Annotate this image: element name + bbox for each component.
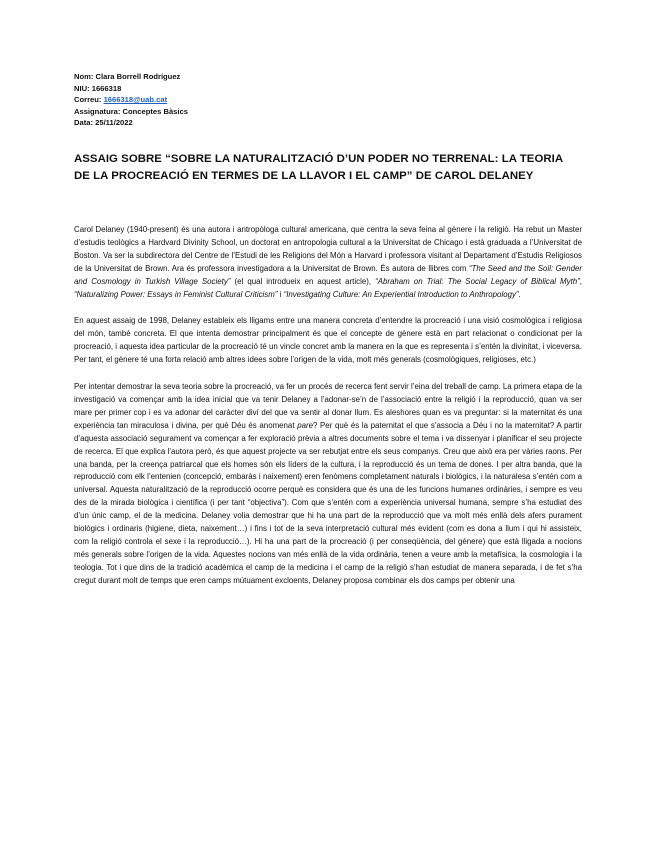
book-title: “Abraham on Trial: The Social Legacy of Biblical Myth” — [375, 276, 580, 286]
text-span: ? Per què és la paternitat el que s’associa a Déu i no la maternitat? A partir d’aquesta associació segurament va començar a fer exploració prèvia a altres documents sobre el tema i va dissenyar i planificar el seu projecte de recerca. El que explica l’autora però, és que aquest projecte va ser rebutjat entre els seus companys. Creu que això era per vàries raons. Per una banda, per la creença patriarcal que els homes són els líders de la cultura, i la reproducció és un tema de dones. I per altra banda, que la reproducció com elk l’entenien (concepció, embaràs i naixement) eren fenòmens completament naturals i biològics, i la naturalesa s’entén com a universal. Aquesta naturalització de la reproducció ocorre perquè es considera que és una de les funcions humanes ordinàries, i sempre es veu des de la mirada biològica i científica (i per tant “objectiva”). Com que s’entén com a experiència universal humana, sempre s’ha estudiat des d’un únic camp, el de la medicina. Delaney volia demostrar que hi ha una part de la reproducció que va molt més enllà dels afers purament biològics i ordinaris (higiene, dieta, naixement…) i fins i tot de la seva interpretació cultural més evident (com es dona a llum i qui hi assisteix, com la religió controla el sexe i la reproducció…). Hi ha una part de la procreació (i per conseqüència, del gènere) que està lligada a nocions més generals sobre l’origen de la vida. Aquestes nocions van més enllà de la vida ordinària, tenen a veure amb la metafísica, la cosmologia i la teologia. Tot i que dins de la tradició acadèmica el camp de la medicina i el camp de la religió s’han estudiat de manera separada, i de fet s’ha cregut durant molt de temps que eren camps mútuament excloents, Delaney proposa combinar els dos camps per obtenir una — [74, 420, 582, 585]
text-span: (el qual introdueix en aquest article), — [230, 276, 376, 286]
paragraph-1 — [74, 224, 582, 301]
meta-date-value: 25/11/2022 — [95, 118, 133, 128]
meta-subject-value: Conceptes Bàsics — [122, 106, 188, 116]
email-link[interactable]: 1666318@uab.cat — [103, 95, 168, 105]
meta-name-label: Nom: — [74, 72, 94, 81]
meta-name-value: Clara Borrell Rodríguez — [95, 72, 181, 81]
essay-title: ASSAIG SOBRE “SOBRE LA NATURALITZACIÓ D’UN PODER NO TERRENAL: LA TEORIA DE LA PROCREACIÓ EN TERMES DE LA LLAVOR I EL CAMP” DE CAROL DELANEY — [74, 153, 563, 182]
book-title: “The Seed and the Soil: Gender and Cosmology in Turkish Village Society” — [74, 263, 582, 286]
meta-email-label: Correu: — [74, 95, 102, 105]
meta-date — [74, 117, 188, 129]
text-span: , — [579, 276, 582, 286]
emphasis-word: pare — [297, 420, 313, 430]
meta-niu — [74, 83, 188, 95]
meta-subject — [74, 106, 188, 118]
meta-email — [74, 94, 188, 106]
text-span: Carol Delaney (1940-present) és una autora i antropòloga cultural americana, que centra la seva feina al gènere i la religió. Ha rebut un Master d’estudis teològics a Hardvard Divinity School, un doctorat en antropologia cultural a la Universitat de Chicago i està graduada a l’Universitat de Boston. Va ser la subdirectora del Centre de l’Estudi de les Religions del Món a Harvard i professora visitant al Departament d’Estudis Religiosos de la Universitat de Brown. Ara és professora investigadora a la Universitat de Brown. És autora de llibres com — [74, 225, 582, 273]
text-span: . — [518, 289, 521, 299]
meta-name — [74, 71, 188, 83]
paragraph-2-text: En aquest assaig de 1998, Delaney estableix els lligams entre una manera concreta d’entendre la procreació i una visió cosmològica i religiosa del món, també concreta. El que intenta demostrar principalment és que el concepte de gènere està en part relacionat o condicionat per la procreació, i aquesta idea particular de la procreació té un vincle concret amb la manera en la que es representa i s’entén la divinitat, i viceversa. Per tant, el gènere té una forta relació amb altres idees sobre l’origen de la vida, molt més generals (cosmològiques, religioses, etc.) — [74, 316, 582, 365]
meta-date-label: Data: — [74, 118, 93, 128]
essay-body — [74, 224, 582, 602]
text-span: i — [277, 289, 284, 299]
book-title: “Investigating Culture: An Experiential Introduction to Anthropology” — [283, 289, 519, 299]
book-title: “Naturalizing Power: Essays in Feminist Cultural Criticism” — [74, 289, 278, 299]
meta-subject-label: Assignatura: — [74, 106, 121, 116]
text-span: Per intentar demostrar la seva teoria sobre la procreació, va fer un procés de recerca fent servir l’eina del treball de camp. La primera etapa de la investigació va començar amb la idea inicial que va tenir Delaney a l’adonar-se’n de l’associació entre la religió i la reproducció, quan va ser mare per primer cop i es va adonar del caràcter diví del que va sentir al donar llum. Es aleshores quan es va preguntar: si la maternitat és una experiència tan miraculosa i divina, per què Déu és anomenat — [74, 382, 582, 430]
paragraph-3 — [74, 381, 582, 588]
paragraph-3-text — [74, 381, 582, 588]
paragraph-1-text — [74, 224, 582, 301]
meta-niu-label: NIU: — [74, 83, 90, 93]
meta-niu-value: 1666318 — [91, 83, 122, 93]
author-metadata — [74, 71, 188, 129]
paragraph-2 — [74, 315, 582, 367]
